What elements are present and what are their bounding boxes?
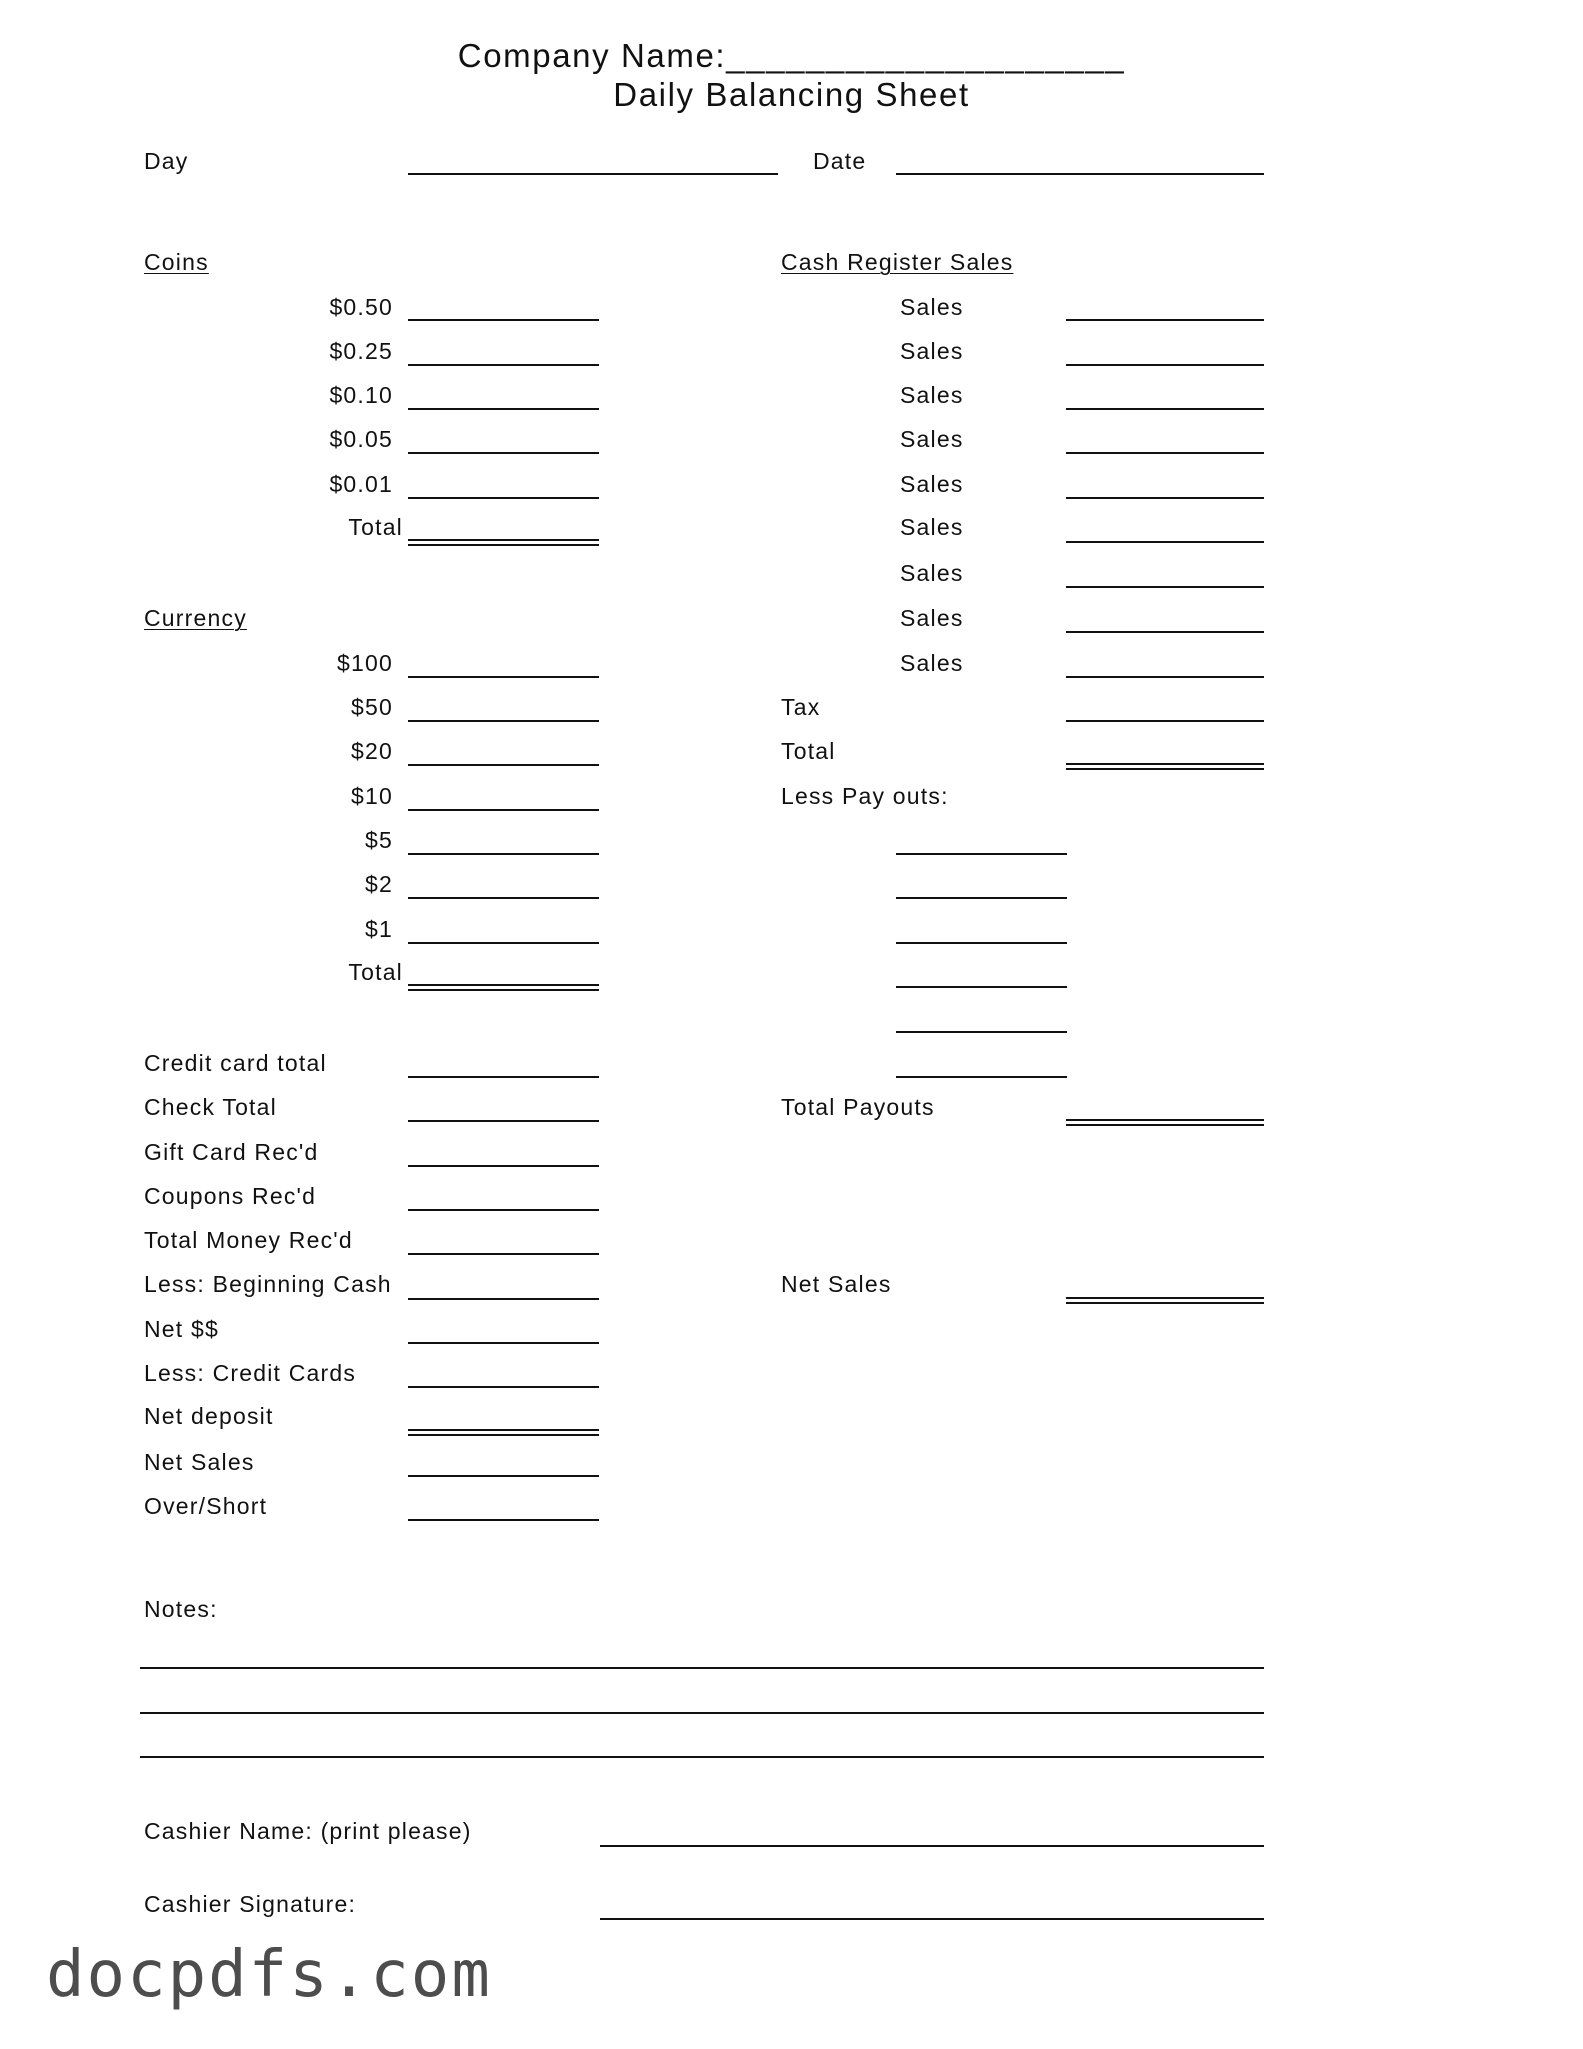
currency-amount-field[interactable] (408, 809, 599, 811)
summary-label: Net Sales (144, 1449, 255, 1475)
payout-field[interactable] (896, 853, 1067, 855)
currency-label: $10 (351, 783, 393, 809)
currency-total-label: Total (348, 959, 403, 985)
net-sales-field[interactable] (1066, 1297, 1264, 1304)
date-label: Date (813, 148, 867, 174)
summary-field[interactable] (408, 1298, 599, 1300)
cashier-signature-field[interactable] (600, 1918, 1264, 1920)
coin-amount-field[interactable] (408, 497, 599, 499)
coin-label: $0.01 (329, 471, 393, 497)
summary-field[interactable] (408, 1076, 599, 1078)
currency-amount-field[interactable] (408, 942, 599, 944)
sales-label: Sales (900, 605, 964, 631)
coins-total-field[interactable] (408, 539, 599, 546)
sales-field[interactable] (1066, 676, 1264, 678)
sales-field[interactable] (1066, 541, 1264, 543)
summary-field[interactable] (408, 1342, 599, 1344)
coin-amount-field[interactable] (408, 319, 599, 321)
cashier-name-field[interactable] (600, 1845, 1264, 1847)
sales-label: Sales (900, 382, 964, 408)
summary-field[interactable] (408, 1386, 599, 1388)
register-total-field[interactable] (1066, 763, 1264, 770)
currency-total-field[interactable] (408, 984, 599, 991)
sales-field[interactable] (1066, 586, 1264, 588)
coin-label: $0.05 (329, 426, 393, 452)
coins-heading: Coins (144, 249, 209, 275)
currency-label: $50 (351, 694, 393, 720)
payout-field[interactable] (896, 897, 1067, 899)
sales-label: Sales (900, 560, 964, 586)
sales-label: Sales (900, 426, 964, 452)
summary-field[interactable] (408, 1120, 599, 1122)
notes-line[interactable] (140, 1756, 1264, 1758)
summary-label: Gift Card Rec'd (144, 1139, 319, 1165)
coin-label: $0.10 (329, 382, 393, 408)
payout-field[interactable] (896, 1031, 1067, 1033)
day-label: Day (144, 148, 189, 174)
sheet-title: Daily Balancing Sheet (613, 76, 970, 113)
less-payouts-label: Less Pay outs: (781, 783, 949, 809)
tax-label: Tax (781, 694, 821, 720)
net-deposit-field[interactable] (408, 1429, 599, 1436)
currency-heading: Currency (144, 605, 247, 631)
register-total-label: Total (781, 738, 836, 764)
summary-label: Check Total (144, 1094, 277, 1120)
summary-label: Net $$ (144, 1316, 219, 1342)
summary-label: Less: Credit Cards (144, 1360, 357, 1386)
sales-field[interactable] (1066, 497, 1264, 499)
currency-amount-field[interactable] (408, 897, 599, 899)
sales-label: Sales (900, 514, 964, 540)
currency-amount-field[interactable] (408, 720, 599, 722)
notes-label: Notes: (144, 1596, 218, 1622)
coins-total-label: Total (348, 514, 403, 540)
watermark-text: docpdfs.com (46, 1938, 492, 2012)
cashier-name-label: Cashier Name: (print please) (144, 1818, 472, 1844)
summary-field[interactable] (408, 1165, 599, 1167)
summary-label: Credit card total (144, 1050, 327, 1076)
currency-label: $1 (365, 916, 393, 942)
coin-amount-field[interactable] (408, 364, 599, 366)
total-payouts-label: Total Payouts (781, 1094, 935, 1120)
sales-label: Sales (900, 338, 964, 364)
sales-field[interactable] (1066, 364, 1264, 366)
payout-field[interactable] (896, 986, 1067, 988)
date-field[interactable] (896, 173, 1264, 175)
currency-amount-field[interactable] (408, 853, 599, 855)
day-field[interactable] (408, 173, 778, 175)
summary-label: Total Money Rec'd (144, 1227, 353, 1253)
coin-amount-field[interactable] (408, 408, 599, 410)
notes-line[interactable] (140, 1667, 1264, 1669)
coin-label: $0.50 (329, 294, 393, 320)
total-payouts-field[interactable] (1066, 1119, 1264, 1126)
currency-amount-field[interactable] (408, 764, 599, 766)
summary-field[interactable] (408, 1209, 599, 1211)
sales-field[interactable] (1066, 319, 1264, 321)
payout-field[interactable] (896, 1076, 1067, 1078)
currency-label: $100 (337, 650, 393, 676)
tax-field[interactable] (1066, 720, 1264, 722)
sales-label: Sales (900, 650, 964, 676)
summary-label: Over/Short (144, 1493, 268, 1519)
currency-label: $2 (365, 871, 393, 897)
cashier-signature-label: Cashier Signature: (144, 1891, 357, 1917)
sales-label: Sales (900, 471, 964, 497)
summary-label: Coupons Rec'd (144, 1183, 317, 1209)
summary-label: Net deposit (144, 1403, 274, 1429)
coin-amount-field[interactable] (408, 452, 599, 454)
currency-amount-field[interactable] (408, 676, 599, 678)
summary-label: Less: Beginning Cash (144, 1271, 392, 1297)
company-name-title: Company Name:____________________ (457, 37, 1126, 74)
payout-field[interactable] (896, 942, 1067, 944)
sales-field[interactable] (1066, 408, 1264, 410)
net-sales-label: Net Sales (781, 1271, 892, 1297)
notes-line[interactable] (140, 1712, 1264, 1714)
summary-field[interactable] (408, 1519, 599, 1521)
register-heading: Cash Register Sales (781, 249, 1014, 275)
coin-label: $0.25 (329, 338, 393, 364)
summary-field[interactable] (408, 1253, 599, 1255)
summary-field[interactable] (408, 1475, 599, 1477)
currency-label: $5 (365, 827, 393, 853)
sales-field[interactable] (1066, 631, 1264, 633)
sales-label: Sales (900, 294, 964, 320)
currency-label: $20 (351, 738, 393, 764)
sales-field[interactable] (1066, 452, 1264, 454)
